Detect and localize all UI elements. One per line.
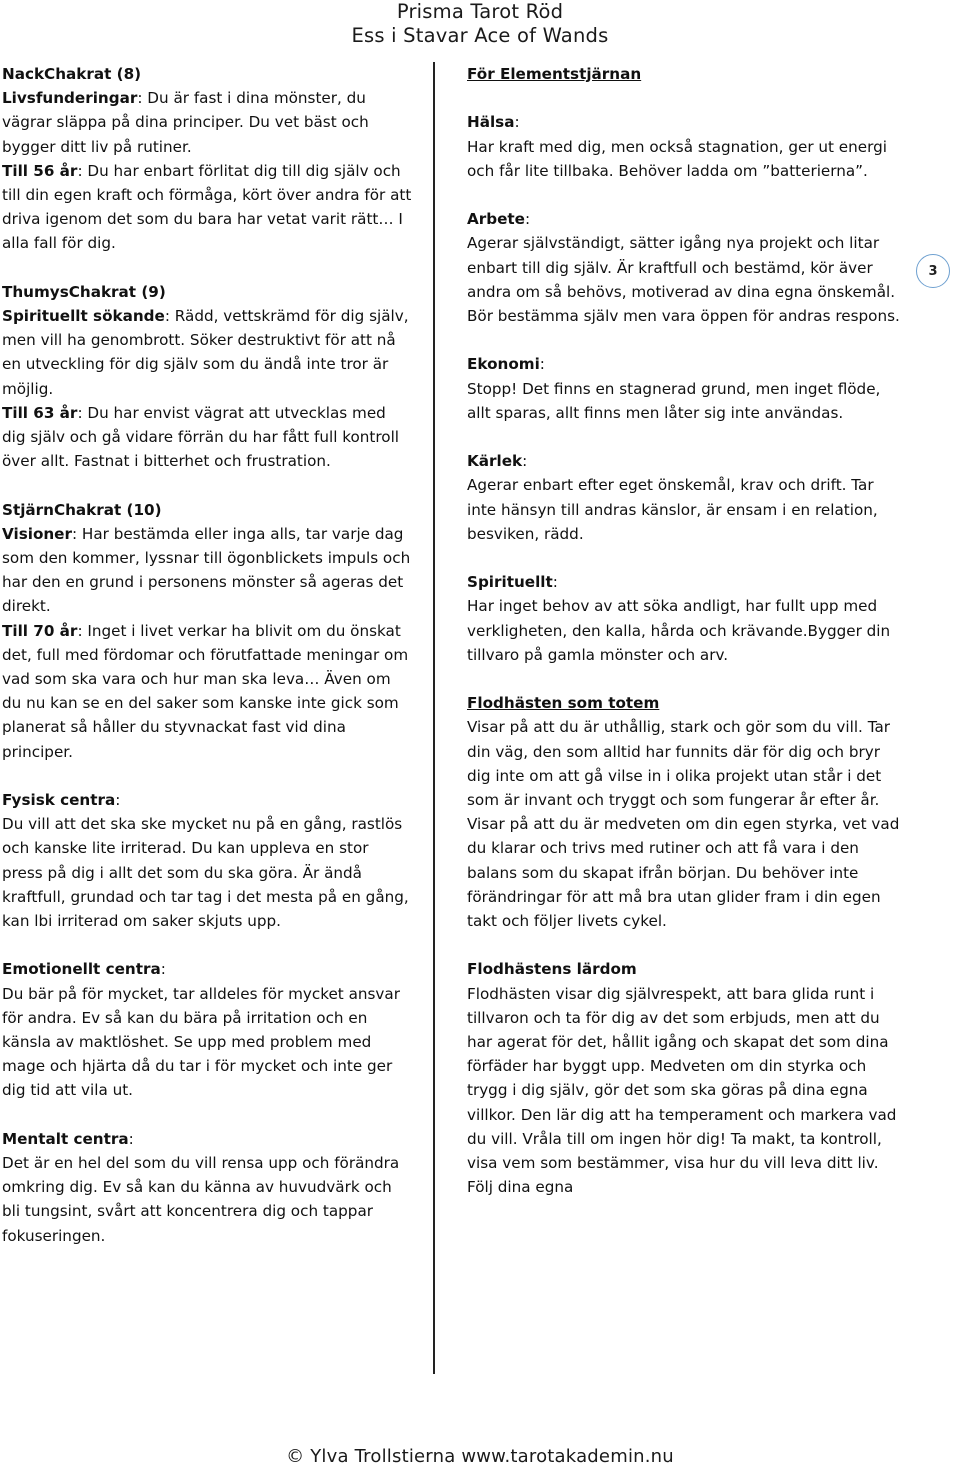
totem-section bbox=[467, 691, 907, 933]
mental-centre-text: Det är en hel del som du vill rensa upp och förändra omkring dig. Ev så kan du känna av huvudvärk och bli tungsint, svårt att koncentrera dig och tappar fokuseringen. bbox=[2, 1154, 400, 1245]
lesson-section bbox=[467, 957, 907, 1199]
neck-life-text: : Du är fast i dina mönster, du vägrar släppa på dina principer. Du vet bäst och bygger ditt liv på rutiner. bbox=[2, 89, 369, 156]
health-section: Hälsa: Har kraft med dig, men också stagnation, ger ut energi och får lite tillbaka. Behöver ladda om ”batterierna”. bbox=[467, 113, 887, 180]
totem-text: Visar på att du är uthållig, stark och gör som du vill. Tar din väg, den som alltid har funnits där för dig och bryr dig inte om att gå vilse in i olika projekt utan står i det som är invant och tryggt och som fungerar år efter år. Visar på att du är medveten om din egen styrka, vet vad du klarar och trivs med rutiner och att få vara i den balans som du skapat ifrån början. Du behöver inte förändringar för att må bra utan glider fram i din egen takt och följer livets cykel. bbox=[467, 718, 900, 931]
left-column bbox=[2, 62, 412, 1248]
star-visions-label: Visioner bbox=[2, 524, 72, 543]
thymus-chakra-section bbox=[2, 280, 412, 474]
thymus-spiritual-label: Spirituellt sökande bbox=[2, 307, 165, 326]
love-section: Kärlek: Agerar enbart efter eget önskemål, krav och drift. Tar inte hänsyn till andras känslor, är ensam i en relation, besviken, rädd. bbox=[467, 452, 878, 543]
document-subtitle: Ess i Stavar Ace of Wands bbox=[351, 24, 609, 47]
health-text: Har kraft med dig, men också stagnation, ger ut energi och får lite tillbaka. Behöver ladda om ”batterierna”. bbox=[467, 137, 887, 180]
work-text: Agerar självständigt, sätter igång nya projekt och litar enbart till dig själv. Är kraftfull och bestämd, kör äver andra om så behövs, motiverad av dina egna önskemål. Bör bestämma själv men vara öppen för andras respons. bbox=[467, 234, 900, 325]
page-footer: © Ylva Trollstierna www.tarotakademin.nu bbox=[286, 1446, 674, 1467]
star-age-text: : Inget i livet verkar ha blivit om du önskat det, full med fördomar och förutfattade meningar om vad som ska vara och hur man ska leva… Även om du nu kan se en del saker som kanske inte gick som planerat så håller du styvnackat fast vid dina principer. bbox=[2, 621, 409, 761]
element-heading-section bbox=[467, 62, 907, 86]
page-header bbox=[0, 0, 960, 48]
work-label: Arbete bbox=[467, 210, 525, 229]
lesson-heading: Flodhästens lärdom bbox=[467, 960, 637, 979]
element-star-heading: För Elementstjärnan bbox=[467, 65, 642, 83]
totem-heading: Flodhästen som totem bbox=[467, 694, 660, 713]
spiritual-label: Spirituellt bbox=[467, 573, 553, 592]
neck-chakra-heading: NackChakrat (8) bbox=[2, 65, 142, 83]
neck-chakra-section bbox=[2, 62, 412, 256]
economy-section: Ekonomi: Stopp! Det finns en stagnerad grund, men inget flöde, allt sparas, allt finns men låter sig inte användas. bbox=[467, 355, 881, 422]
love-label: Kärlek bbox=[467, 452, 523, 471]
physical-centre-label: Fysisk centra bbox=[2, 791, 116, 810]
health-label: Hälsa bbox=[467, 113, 515, 132]
neck-life-label: Livsfunderingar bbox=[2, 89, 138, 108]
spiritual-section: Spirituellt: Har inget behov av att söka andligt, har fullt upp med verkligheten, den kalla, hårda och krävande.Bygger din tillvaro på gamla mönster och arv. bbox=[467, 573, 891, 664]
star-chakra-heading: StjärnChakrat (10) bbox=[2, 500, 162, 519]
page-number-badge: 3 bbox=[916, 254, 950, 288]
thymus-age-label: Till 63 år bbox=[2, 403, 78, 422]
star-chakra-section bbox=[2, 498, 412, 764]
emotional-centre-label: Emotionellt centra bbox=[2, 960, 161, 979]
star-visions-text: : Har bestämda eller inga alls, tar varje dag som den kommer, lyssnar till ögonblickets impuls och har den en grund i personens mönster så ageras det direkt. bbox=[2, 524, 411, 616]
star-age-label: Till 70 år bbox=[2, 621, 78, 640]
love-text: Agerar enbart efter eget önskemål, krav och drift. Tar inte hänsyn till andras känslor, är ensam i en relation, besviken, rädd. bbox=[467, 476, 878, 543]
physical-centre-text: Du vill att det ska ske mycket nu på en gång, rastlös och kanske lite irriterad. Du kan uppleva en stor press på dig i allt det som du ska göra. Är ändå kraftfull, grundad och tar tag i det mesta på en gång, kan lbi irriterad om saker skjuts upp. bbox=[2, 815, 409, 931]
thymus-spiritual-text: : Rädd, vettskrämd för dig själv, men vill ha genombrott. Söker destruktivt för att nå en utveckling för dig själv som du ändå inte tror är möjlig. bbox=[2, 307, 409, 398]
mental-centre-label: Mentalt centra bbox=[2, 1129, 129, 1148]
neck-age-label: Till 56 år bbox=[2, 161, 78, 180]
economy-text: Stopp! Det finns en stagnerad grund, men inget flöde, allt sparas, allt finns men låter sig inte användas. bbox=[467, 379, 881, 422]
document-title: Prisma Tarot Röd bbox=[396, 0, 564, 23]
right-column bbox=[467, 62, 907, 1199]
work-section: Arbete: Agerar självständigt, sätter igång nya projekt och litar enbart till dig själv. Är kraftfull och bestämd, kör äver andra om så behövs, motiverad av dina egna önskemål. Bör bestämma själv men vara öppen för andras respons. bbox=[467, 210, 900, 325]
thymus-chakra-heading: ThumysChakrat (9) bbox=[2, 282, 166, 301]
thymus-age-text: : Du har envist vägrat att utvecklas med dig själv och gå vidare förrän du har fått full kontroll över allt. Fastnat i bitterhet och frustration. bbox=[2, 403, 400, 471]
column-divider bbox=[433, 62, 435, 1374]
physical-centre-section: Fysisk centra: Du vill att det ska ske mycket nu på en gång, rastlös och kanske lite irriterad. Du kan uppleva en stor press på dig i allt det som du ska göra. Är ändå kraftfull, grundad och tar tag i det mesta på en gång, kan lbi irriterad om saker skjuts upp. bbox=[2, 791, 409, 931]
economy-label: Ekonomi bbox=[467, 355, 540, 374]
mental-centre-section: Mentalt centra: Det är en hel del som du vill rensa upp och förändra omkring dig. Ev så kan du känna av huvudvärk och bli tungsint, svårt att koncentrera dig och tappar fokuseringen. bbox=[2, 1129, 400, 1245]
emotional-centre-text: Du bär på för mycket, tar alldeles för mycket ansvar för andra. Ev så kan du bära på irritation och en känsla av maktlöshet. Se upp med problem med mage och hjärta då du tar i för mycket och inte ger dig tid att vila ut. bbox=[2, 984, 400, 1100]
spiritual-text: Har inget behov av att söka andligt, har fullt upp med verkligheten, den kalla, hårda och krävande.Bygger din tillvaro på gamla mönster och arv. bbox=[467, 597, 891, 664]
lesson-text: Flodhästen visar dig självrespekt, att bara glida runt i tillvaron och ta för dig av det som erbjuds, men att du har agerat för det, hållit igång och skapat det som dina förfäder har byggt upp. Medveten om din styrka och trygg i dig själv, gör det som ska göras på dina egna villkor. Den lär dig att ha temperament och markera vad du vill. Vråla till om ingen hör dig! Ta makt, ta kontroll, visa vem som bestämmer, visa hur du vill leva ditt liv. Följ dina egna bbox=[467, 984, 897, 1197]
neck-age-text: : Du har enbart förlitat dig till dig själv och till din egen kraft och förmåga, kört över andra för att driva igenom det som du bara har vetat varit rätt… I alla fall för dig. bbox=[2, 161, 412, 253]
emotional-centre-section: Emotionellt centra: Du bär på för mycket, tar alldeles för mycket ansvar för andra. Ev så kan du bära på irritation och en känsla av maktlöshet. Se upp med problem med mage och hjärta då du tar i för mycket och inte ger dig tid att vila ut. bbox=[2, 960, 400, 1100]
